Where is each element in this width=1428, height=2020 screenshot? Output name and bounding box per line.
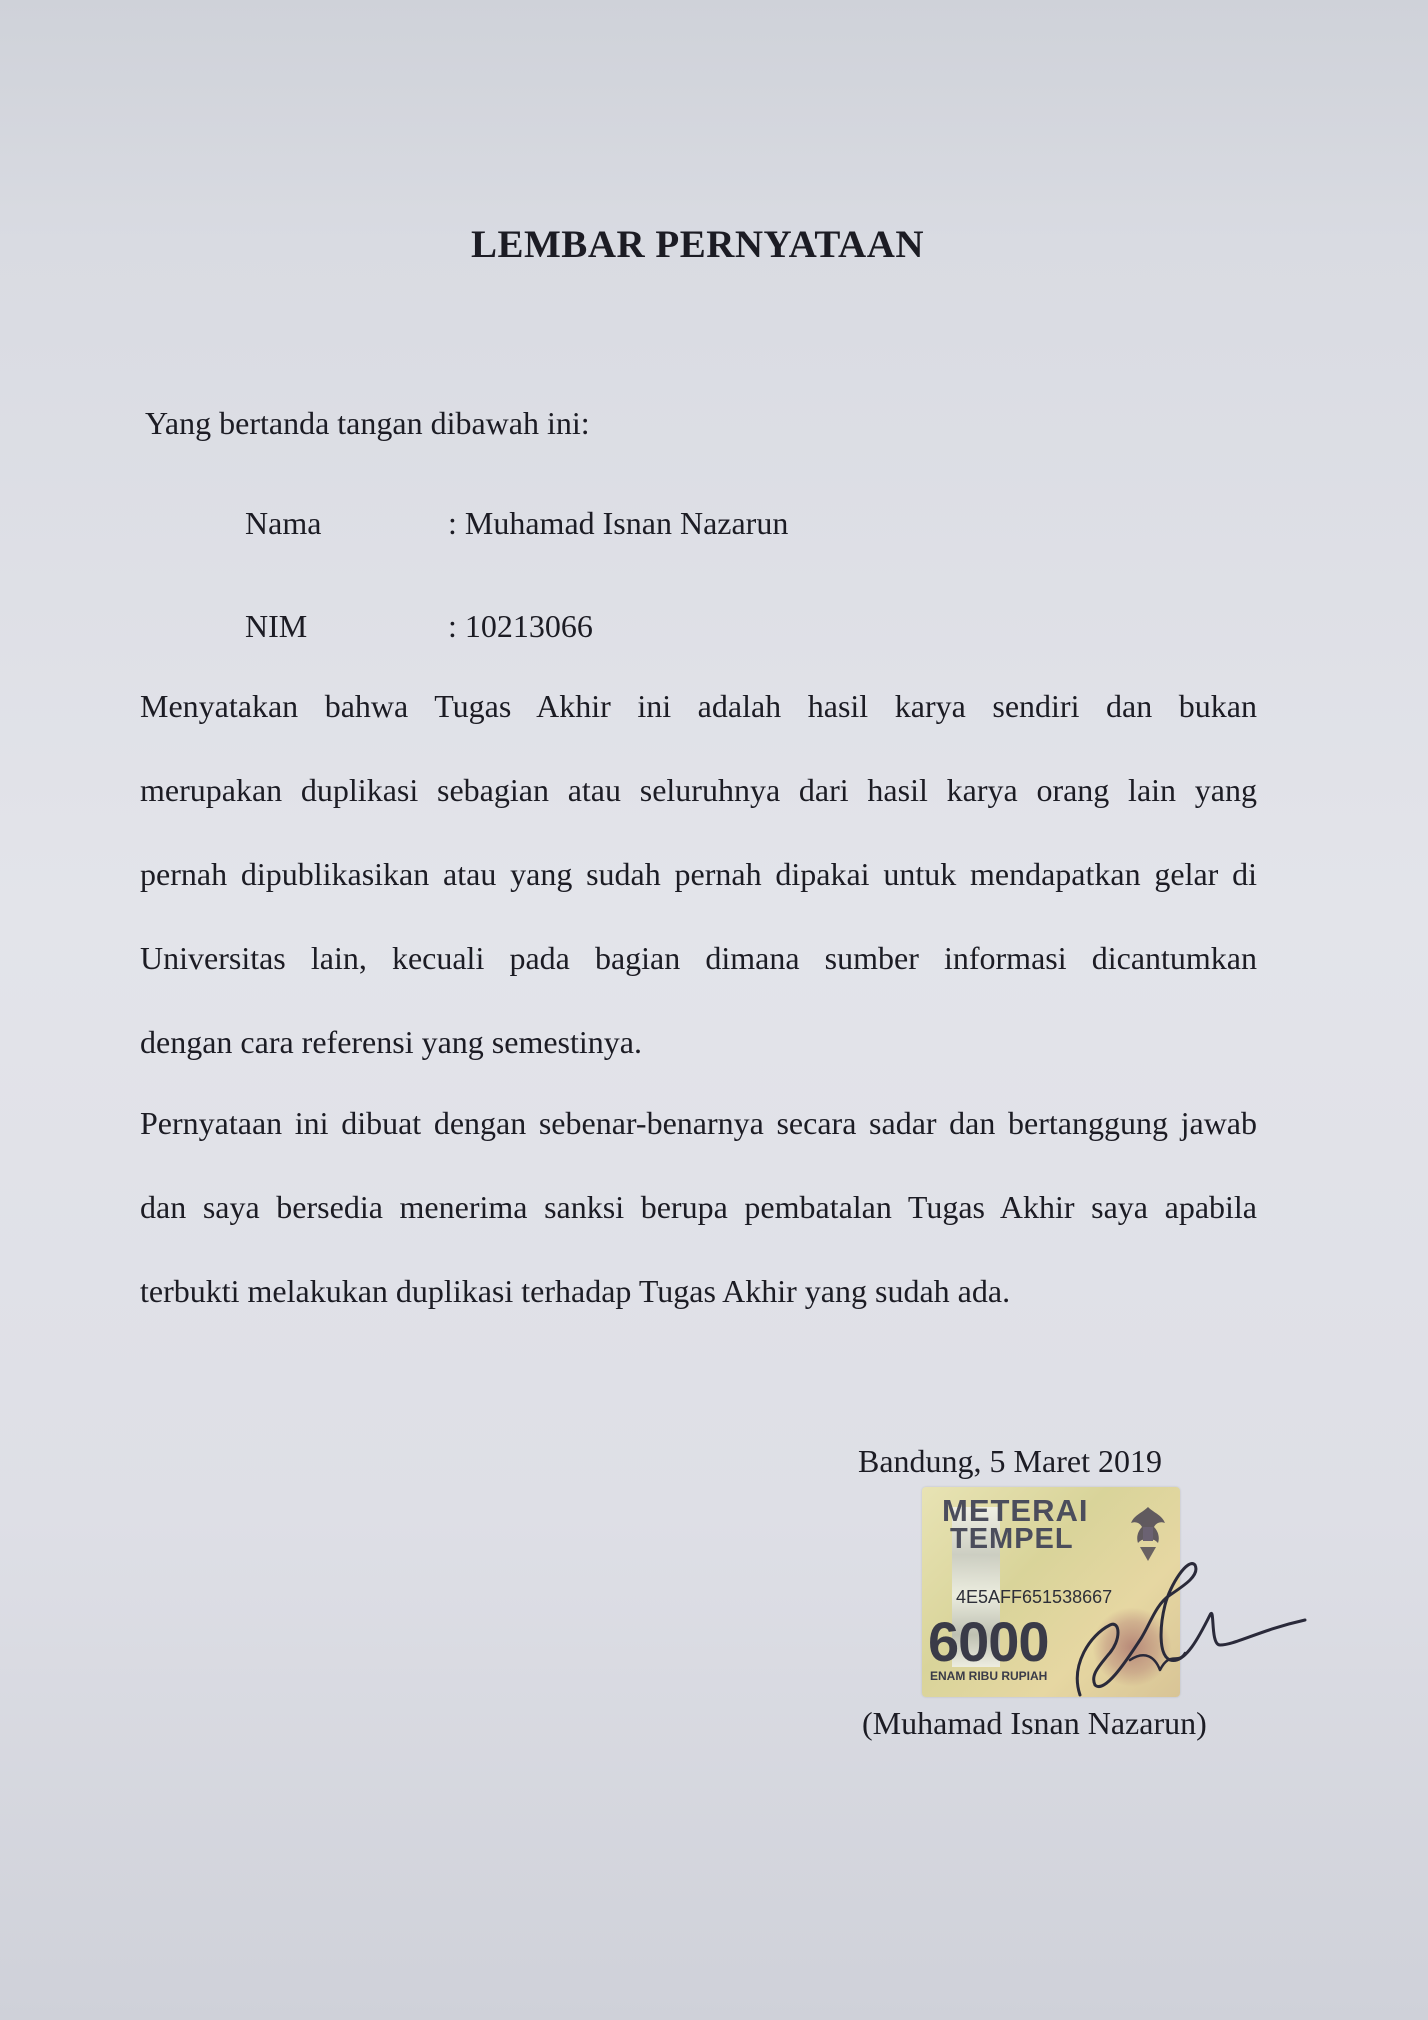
stamp-label-line1: METERAI bbox=[942, 1493, 1089, 1528]
statement-line: Universitas lain, kecuali pada bagian dimana sumber informasi dicantumkan bbox=[140, 940, 1257, 976]
declaration-line: Pernyataan ini dibuat dengan sebenar-benarnya secara sadar dan bertanggung jawab bbox=[140, 1105, 1257, 1141]
stamp-serial: 4E5AFF651538667 bbox=[956, 1587, 1113, 1607]
declaration-line: terbukti melakukan duplikasi terhadap Tugas Akhir yang sudah ada. bbox=[140, 1273, 1011, 1309]
document-title: LEMBAR PERNYATAAN bbox=[470, 223, 925, 266]
statement-line: Menyatakan bahwa Tugas Akhir ini adalah hasil karya sendiri dan bukan bbox=[140, 688, 1257, 724]
field-value-nim: : 10213066 bbox=[448, 608, 593, 644]
statement-line: pernah dipublikasikan atau yang sudah pernah dipakai untuk mendapatkan gelar di bbox=[140, 856, 1257, 892]
statement-line: merupakan duplikasi sebagian atau seluruhnya dari hasil karya orang lain yang bbox=[140, 772, 1257, 808]
field-label-nim: NIM bbox=[245, 608, 308, 644]
field-label-nama: Nama bbox=[245, 505, 322, 541]
field-value-nama: : Muhamad Isnan Nazarun bbox=[448, 505, 789, 541]
stamp-label-line2: TEMPEL bbox=[950, 1523, 1074, 1555]
statement-line: dengan cara referensi yang semestinya. bbox=[140, 1024, 642, 1060]
declaration-line: dan saya bersedia menerima sanksi berupa pembatalan Tugas Akhir saya apabila bbox=[140, 1189, 1257, 1225]
intro-text: Yang bertanda tangan dibawah ini: bbox=[145, 405, 590, 441]
stamp-value: 6000 bbox=[928, 1610, 1049, 1673]
place-date: Bandung, 5 Maret 2019 bbox=[858, 1443, 1162, 1479]
stamp-value-words: ENAM RIBU RUPIAH bbox=[930, 1669, 1048, 1683]
signer-name: (Muhamad Isnan Nazarun) bbox=[862, 1705, 1207, 1741]
handwritten-signature bbox=[1060, 1545, 1310, 1705]
